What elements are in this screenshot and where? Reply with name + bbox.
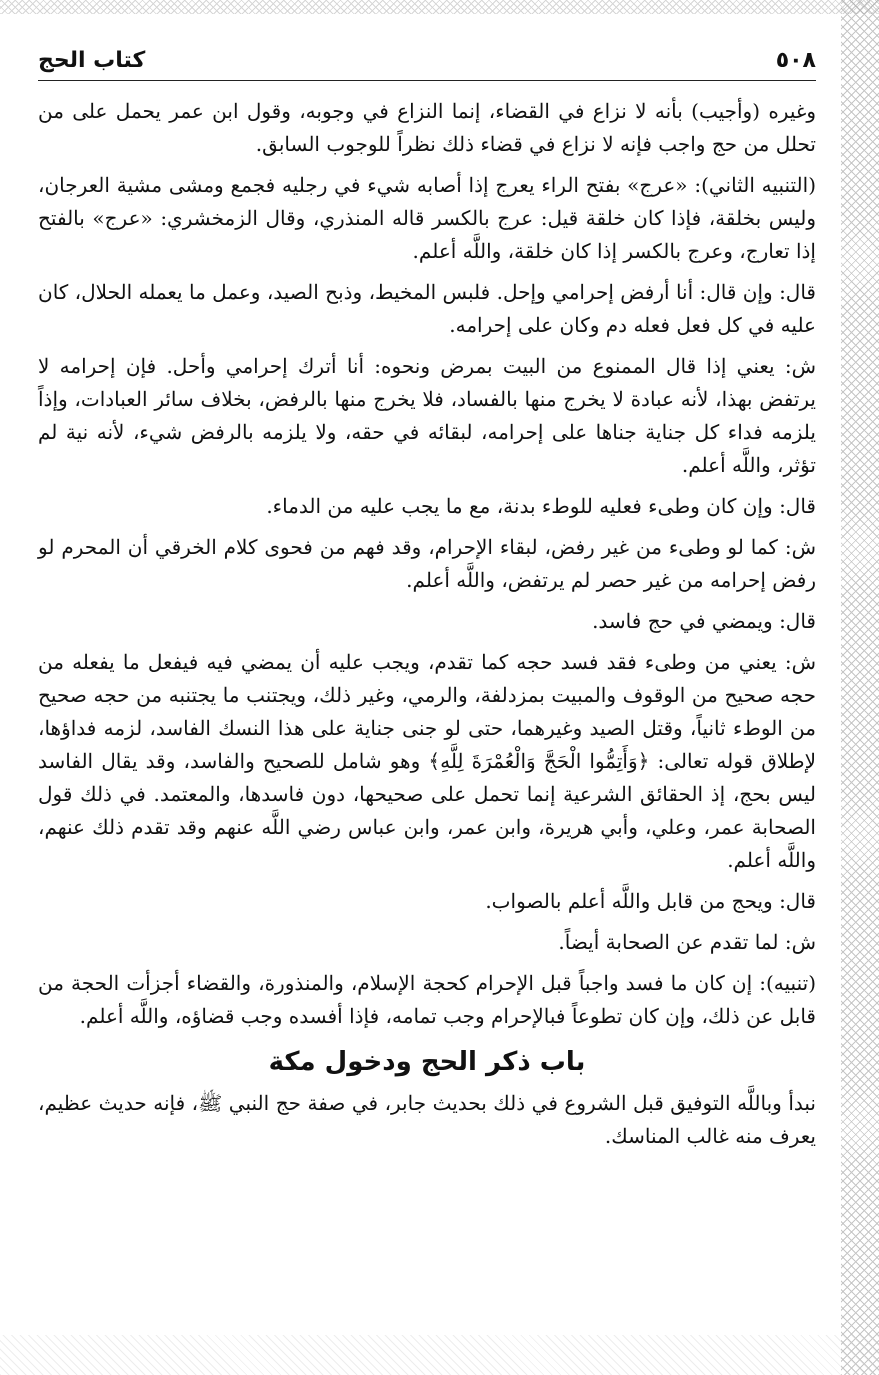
paragraph: قال: وإن كان وطىء فعليه للوطء بدنة، مع ما يجب عليه من الدماء. (266, 494, 816, 518)
chapter-intro: نبدأ وباللَّه التوفيق قبل الشروع في ذلك بحديث جابر، في صفة حج النبي ﷺ، فإنه حديث عظيم، يعرف منه غالب المناسك. (38, 1091, 816, 1148)
paragraph: (التنبيه الثاني): «عرج» بفتح الراء يعرج إذا أصابه شيء في رجليه فجمع ومشى مشية العرجان، وليس بخلقة، فإذا كان خلقة قيل: عرج بالكسر قاله المنذري، وقال الزمخشري: «عرج» بالفتح إذا تعارج، وعرج بالكسر إذا كان خلقة، واللَّه أعلم. (38, 173, 816, 263)
page-border-right (841, 0, 879, 1375)
paragraph: وغيره (وأجيب) بأنه لا نزاع في القضاء، إنما النزاع في وجوبه، وقول ابن عمر يحمل على من تحلل من حج واجب فإنه لا نزاع في قضاء ذلك نظراً للوجوب السابق. (38, 99, 816, 156)
paragraph: ش: لما تقدم عن الصحابة أيضاً. (558, 930, 816, 954)
paragraph: ش: يعني إذا قال الممنوع من البيت بمرض ونحوه: أنا أترك إحرامي وأحل. فإن إحرامه لا يرتفض بهذا، لأنه عبادة لا يخرج منها بالفساد، فلا يخرج منها بالرفض، بخلاف سائر العبادات، وإذاً يلزمه فداء كل جناية جناها على إحرامه، لبقائه في حقه، ولا يلزمه بالرفض شيء، لأنه نية لم تؤثر، واللَّه أعلم. (38, 354, 816, 477)
body-text (38, 95, 816, 1033)
paragraph: ش: كما لو وطىء من غير رفض، لبقاء الإحرام، وقد فهم من فحوى كلام الخرقي أن المحرم لو رفض إحرامه من غير حصر لم يرتفض، واللَّه أعلم. (38, 535, 816, 592)
paragraph: قال: ويمضي في حج فاسد. (592, 609, 816, 633)
chapter-heading: باب ذكر الحج ودخول مكة (268, 1047, 586, 1077)
paragraph: قال: وإن قال: أنا أرفض إحرامي وإحل. فلبس المخيط، وذبح الصيد، وعمل ما يعمله الحلال، كان عليه في كل فعل فعله دم وكان على إحرامه. (38, 280, 816, 337)
page-border-top (0, 0, 879, 14)
paragraph: قال: ويحج من قابل واللَّه أعلم بالصواب. (485, 889, 816, 913)
book-title: كتاب الحج (38, 47, 146, 73)
paragraph: (تنبيه): إن كان ما فسد واجباً قبل الإحرام كحجة الإسلام، والمنذورة، والقضاء أجزأت الحجة من قابل عن ذلك، وإن كان تطوعاً فبالإحرام وجب تمامه، فإذا أفسده وجب قضاؤه، واللَّه أعلم. (38, 971, 816, 1028)
running-header (38, 40, 816, 81)
paragraph: ش: يعني من وطىء فقد فسد حجه كما تقدم، ويجب عليه أن يمضي فيه فيفعل ما يفعله من حجه صحيح من الوقوف والمبيت بمزدلفة، والرمي، وغير ذلك، ويجتنب ما يجتنبه من حجه صحيح من الوطء ثانياً، وقتل الصيد وغيرهما، حتى لو جنى جناية على هذا النسك الفاسد، لزمه فداؤها، لإطلاق قوله تعالى: ﴿وَأَتِمُّوا الْحَجَّ وَالْعُمْرَةَ لِلَّهِ﴾ وهو شامل للصحيح والفاسد، وقد يقال الفاسد ليس بحج، إذ الحقائق الشرعية إنما تحمل على صحيحها، دون فاسدها، والمعتمد. في ذلك قول الصحابة عمر، وعلي، وأبي هريرة، وابن عمر، وابن عباس رضي اللَّه عنهم وقد تقدم ذلك عنهم، واللَّه أعلم. (38, 650, 816, 872)
page-border-bottom (0, 1335, 879, 1375)
book-page (38, 40, 816, 1161)
page-number: ٥٠٨ (775, 47, 816, 73)
